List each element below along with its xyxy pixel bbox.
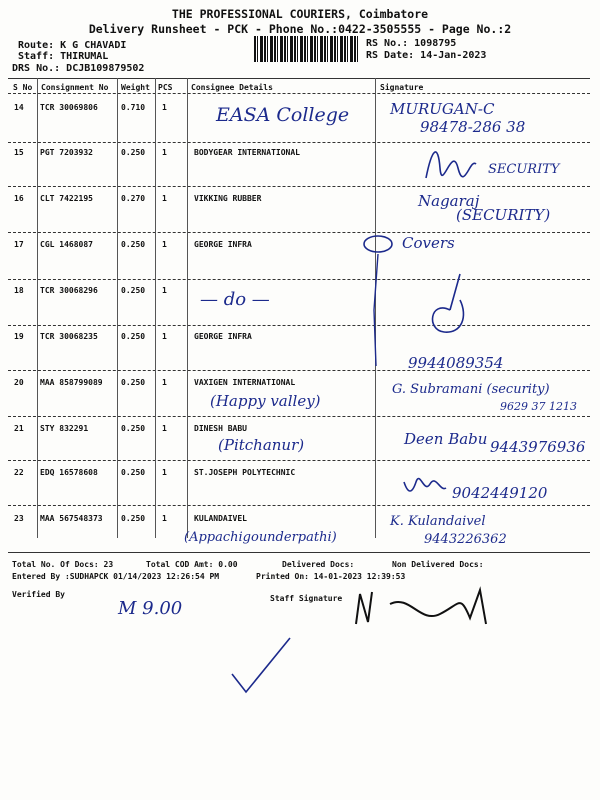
row-consignment: TCR 30069806 (40, 103, 98, 112)
column-header-consignment: Consignment No (41, 83, 109, 92)
row-divider (8, 325, 590, 326)
row-pcs: 1 (162, 148, 167, 157)
row-sno: 18 (14, 286, 24, 295)
row-weight: 0.250 (121, 378, 146, 387)
row-weight: 0.270 (121, 194, 146, 203)
row-consignee: ST.JOSEPH POLYTECHNIC (194, 468, 296, 477)
row-consignment: TCR 30068296 (40, 286, 98, 295)
row-divider (8, 279, 590, 280)
row-pcs: 1 (162, 424, 167, 433)
row-pcs: 1 (162, 468, 167, 477)
row-weight: 0.250 (121, 148, 146, 157)
row-consignee: BODYGEAR INTERNATIONAL (194, 148, 300, 157)
row-consignee-handwritten: — do — (200, 289, 270, 310)
total-cod: Total COD Amt: 0.00 (146, 560, 238, 569)
row-weight: 0.250 (121, 468, 146, 477)
company-title: THE PROFESSIONAL COURIERS, Coimbatore (171, 7, 429, 21)
row-signature-handwritten: MURUGAN-C (390, 100, 495, 118)
column-header-pcs: PCS (158, 83, 173, 92)
row-sno: 16 (14, 194, 24, 203)
table-header-rule (8, 93, 590, 94)
row-signature-phone: 9443976936 (490, 438, 586, 456)
row-signature-handwritten: Covers (402, 234, 455, 252)
column-divider (117, 78, 118, 538)
row-signature-phone: 9042449120 (452, 484, 548, 502)
row-divider (8, 460, 590, 461)
barcode (254, 36, 358, 62)
signature-scribble (418, 138, 478, 184)
verified-by-label: Verified By (12, 590, 65, 599)
rs-date: RS Date: 14-Jan-2023 (366, 50, 487, 61)
row-sno: 15 (14, 148, 24, 157)
row-consignment: CGL 1468087 (40, 240, 93, 249)
row-divider (8, 416, 590, 417)
column-divider (155, 78, 156, 538)
row-consignment: STY 832291 (40, 424, 89, 433)
row-consignment: PGT 7203932 (40, 148, 93, 157)
delivered-docs: Delivered Docs: (282, 560, 355, 569)
row-consignee: GEORGE INFRA (194, 240, 252, 249)
route-label: Route: K G CHAVADI (18, 40, 127, 51)
table-top-rule (8, 78, 590, 79)
row-signature-handwritten: Nagaraj (418, 192, 480, 210)
row-signature-phone: 9944089354 (408, 354, 504, 372)
row-sno: 17 (14, 240, 24, 249)
entered-by: Entered By :SUDHAPCK 01/14/2023 12:26:54 PM (12, 572, 220, 581)
row-weight: 0.250 (121, 240, 146, 249)
row-consignee-handwritten: EASA College (216, 104, 350, 126)
row-consignee: KULANDAIVEL (194, 514, 247, 523)
row-weight: 0.710 (121, 103, 146, 112)
row-consignment: MAA 858799089 (40, 378, 103, 387)
row-divider (8, 142, 590, 143)
verified-handwritten: M 9.00 (118, 598, 183, 619)
row-sno: 20 (14, 378, 24, 387)
row-consignment: MAA 567548373 (40, 514, 103, 523)
row-consignee: GEORGE INFRA (194, 332, 252, 341)
row-consignee-handwritten: (Happy valley) (210, 392, 321, 410)
row-weight: 0.250 (121, 514, 146, 523)
row-consignee: VIKKING RUBBER (194, 194, 262, 203)
row-consignment: EDQ 16578608 (40, 468, 98, 477)
check-mark (226, 630, 296, 700)
row-pcs: 1 (162, 194, 167, 203)
row-weight: 0.250 (121, 332, 146, 341)
row-pcs: 1 (162, 378, 167, 387)
row-divider (8, 505, 590, 506)
total-docs: Total No. Of Docs: 23 (12, 560, 114, 569)
row-pcs: 1 (162, 332, 167, 341)
column-divider (37, 78, 38, 538)
row-consignee-handwritten: (Pitchanur) (218, 436, 305, 454)
column-header-signature: Signature (380, 83, 424, 92)
row-consignee-handwritten: (Appachigounderpathi) (184, 530, 337, 545)
row-signature-phone: 9443226362 (424, 532, 507, 547)
row-divider (8, 232, 590, 233)
row-signature-handwritten: SECURITY (488, 162, 560, 177)
printed-on: Printed On: 14-01-2023 12:39:53 (256, 572, 406, 581)
column-divider (187, 78, 188, 538)
non-delivered-docs: Non Delivered Docs: (392, 560, 484, 569)
signature-scribble (420, 270, 480, 340)
staff-signature-scribble (350, 584, 510, 634)
row-pcs: 1 (162, 514, 167, 523)
drs-number: DRS No.: DCJB109879502 (12, 63, 145, 74)
row-pcs: 1 (162, 103, 167, 112)
row-signature-handwritten: G. Subramani (security) (392, 382, 550, 397)
column-header-weight: Weight (121, 83, 150, 92)
row-weight: 0.250 (121, 286, 146, 295)
column-header-sno: S No (13, 83, 33, 92)
row-weight: 0.250 (121, 424, 146, 433)
row-sno: 23 (14, 514, 24, 523)
row-consignee: DINESH BABU (194, 424, 247, 433)
bracket-stroke (362, 250, 382, 370)
row-signature-handwritten: K. Kulandaivel (390, 514, 486, 529)
row-signature-phone: 9629 37 1213 (500, 400, 577, 413)
runsheet-subtitle: Delivery Runsheet - PCK - Phone No.:0422-3505555 - Page No.:2 (88, 22, 512, 36)
column-header-consignee: Consignee Details (191, 83, 273, 92)
row-signature-handwritten-2: (SECURITY) (456, 206, 551, 224)
row-consignment: TCR 30068235 (40, 332, 98, 341)
row-pcs: 1 (162, 286, 167, 295)
rs-number: RS No.: 1098795 (366, 38, 457, 49)
row-sno: 21 (14, 424, 24, 433)
table-bottom-rule (8, 552, 590, 553)
row-signature-phone: 98478-286 38 (420, 118, 526, 136)
row-sno: 19 (14, 332, 24, 341)
staff-signature-label: Staff Signature (270, 594, 343, 603)
row-sno: 22 (14, 468, 24, 477)
row-consignment: CLT 7422195 (40, 194, 93, 203)
row-consignee: VAXIGEN INTERNATIONAL (194, 378, 296, 387)
row-sno: 14 (14, 103, 24, 112)
staff-label: Staff: THIRUMAL (18, 51, 109, 62)
signature-scribble (400, 474, 450, 498)
row-signature-handwritten: Deen Babu (404, 430, 488, 448)
row-divider (8, 186, 590, 187)
row-pcs: 1 (162, 240, 167, 249)
